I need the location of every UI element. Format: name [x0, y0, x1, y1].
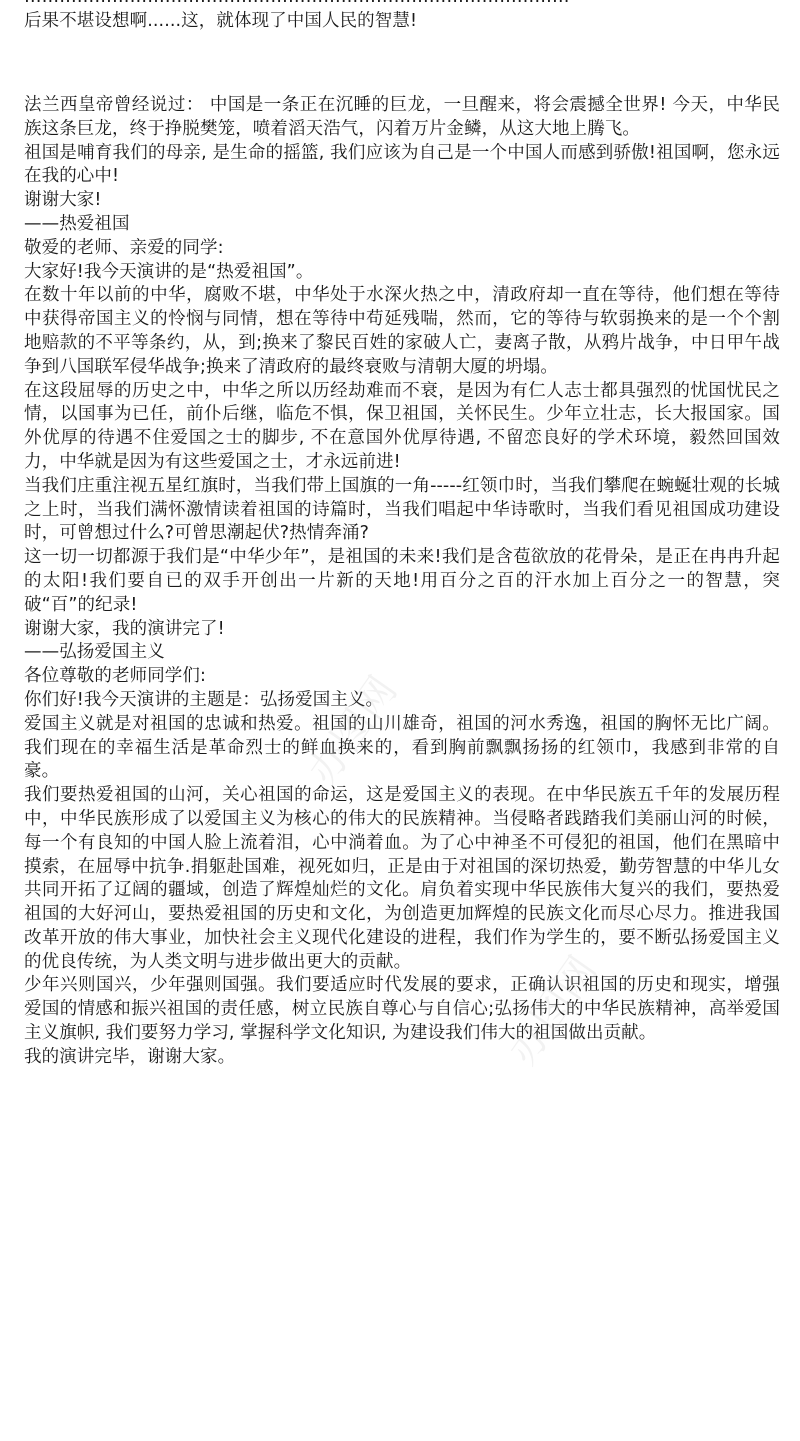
paragraph-cut-off [24, 0, 780, 10]
paragraph: 这一切一切都源于我们是“中华少年”，是祖国的未来!我们是含苞欲放的花骨朵，是正在冉冉升起的太阳!我们要自已的双手开创出一片新的天地!用百分之百的汗水加上百分之一的智慧，突破“百”的纪录! [24, 547, 780, 615]
paragraph: 我的演讲完毕，谢谢大家。 [24, 1046, 236, 1067]
paragraph: 我们要热爱祖国的山河，关心祖国的命运，这是爱国主义的表现。在中华民族五千年的发展历程中，中华民族形成了以爱国主义为核心的伟大的民族精神。当侵略者践踏我们美丽山河的时候，每一个有良知的中国人脸上流着泪，心中淌着血。为了心中神圣不可侵犯的祖国，他们在黑暗中摸索，在屈辱中抗争.捐躯赴国难，视死如归，正是由于对祖国的深切热爱，勤劳智慧的中华儿女共同开拓了辽阔的疆域，创造了辉煌灿烂的文化。肩负着实现中华民族伟大复兴的我们，要热爱祖国的大好河山，要热爱祖国的历史和文化，为创造更加辉煌的民族文化而尽心尽力。推进我国改革开放的伟大事业，加快社会主义现代化建设的进程，我们作为学生的，要不断弘扬爱国主义的优良传统，为人类文明与进步做出更大的贡献。 [24, 785, 780, 972]
paragraph: 大家好!我今天演讲的是“热爱祖国”。 [24, 261, 314, 282]
top-fragment [24, 0, 780, 34]
speech-body [24, 94, 780, 1070]
salutation: 各位尊敬的老师同学们: [24, 666, 206, 687]
paragraph: 谢谢大家! [24, 190, 102, 211]
section-title: ——热爱祖国 [24, 213, 130, 234]
paragraph: 在数十年以前的中华，腐败不堪，中华处于水深火热之中，清政府却一直在等待，他们想在等待中获得帝国主义的怜悯与同情，想在等待中苟延残喘，然而，它的等待与软弱换来的是一个个割地赔款的不平等条约，从，到;换来了黎民百姓的家破人亡，妻离子散，从鸦片战争，中日甲午战争到八国联军侵华战争;换来了清政府的最终衰败与清朝大厦的坍塌。 [24, 285, 780, 377]
watermark: 办图网 [299, 668, 407, 793]
paragraph-top-end: 后果不堪设想啊......这，就体现了中国人民的智慧! [24, 10, 418, 31]
paragraph: 爱国主义就是对祖国的忠诚和热爱。祖国的山川雄奇，祖国的河水秀逸，祖国的胸怀无比广阔。我们现在的幸福生活是革命烈士的鲜血换来的，看到胸前飘飘扬扬的红领巾，我感到非常的自豪。 [24, 713, 780, 782]
salutation: 敬爱的老师、亲爱的同学: [24, 237, 224, 258]
paragraph: 祖国是哺育我们的母亲, 是生命的摇篮, 我们应该为自己是一个中国人而感到骄傲!祖国啊，您永远在我的心中! [24, 142, 780, 187]
paragraph: 谢谢大家，我的演讲完了! [24, 618, 225, 639]
paragraph: 少年兴则国兴，少年强则国强。我们要适应时代发展的要求，正确认识祖国的历史和现实，增强爱国的情感和振兴祖国的责任感，树立民族自尊心与自信心;弘扬伟大的中华民族精神，高举爱国主义旗帜, 我们要努力学习, 掌握科学文化知识, 为建设我们伟大的祖国做出贡献。 [24, 975, 780, 1044]
paragraph: 你们好!我今天演讲的主题是：弘扬爱国主义。 [24, 689, 384, 710]
paragraph: 在这段屈辱的历史之中，中华之所以历经劫难而不衰，是因为有仁人志士都具强烈的忧国忧民之情，以国事为已任，前仆后继，临危不惧，保卫祖国，关怀民生。少年立壮志，长大报国家。国外优厚的待遇不住爱国之士的脚步, 不在意国外优厚待遇, 不留恋良好的学术环境，毅然回国效力，中华就是因为有这些爱国之士，才永远前进! [24, 380, 780, 472]
section-title: ——弘扬爱国主义 [24, 642, 165, 663]
watermark: 办图网 [499, 948, 607, 1073]
paragraph: 当我们庄重注视五星红旗时，当我们带上国旗的一角-----红领巾时，当我们攀爬在蜿蜒壮观的长城之上时，当我们满怀激情读着祖国的诗篇时，当我们唱起中华诗歌时，当我们看见祖国成功建设时，可曾想过什么?可曾思潮起伏?热情奔涌? [24, 475, 780, 544]
paragraph: 法兰西皇帝曾经说过： 中国是一条正在沉睡的巨龙，一旦醒来，将会震撼全世界! 今天，中华民族这条巨龙，终于挣脱樊笼，喷着滔天浩气，闪着万片金鳞，从这大地上腾飞。 [24, 95, 780, 139]
